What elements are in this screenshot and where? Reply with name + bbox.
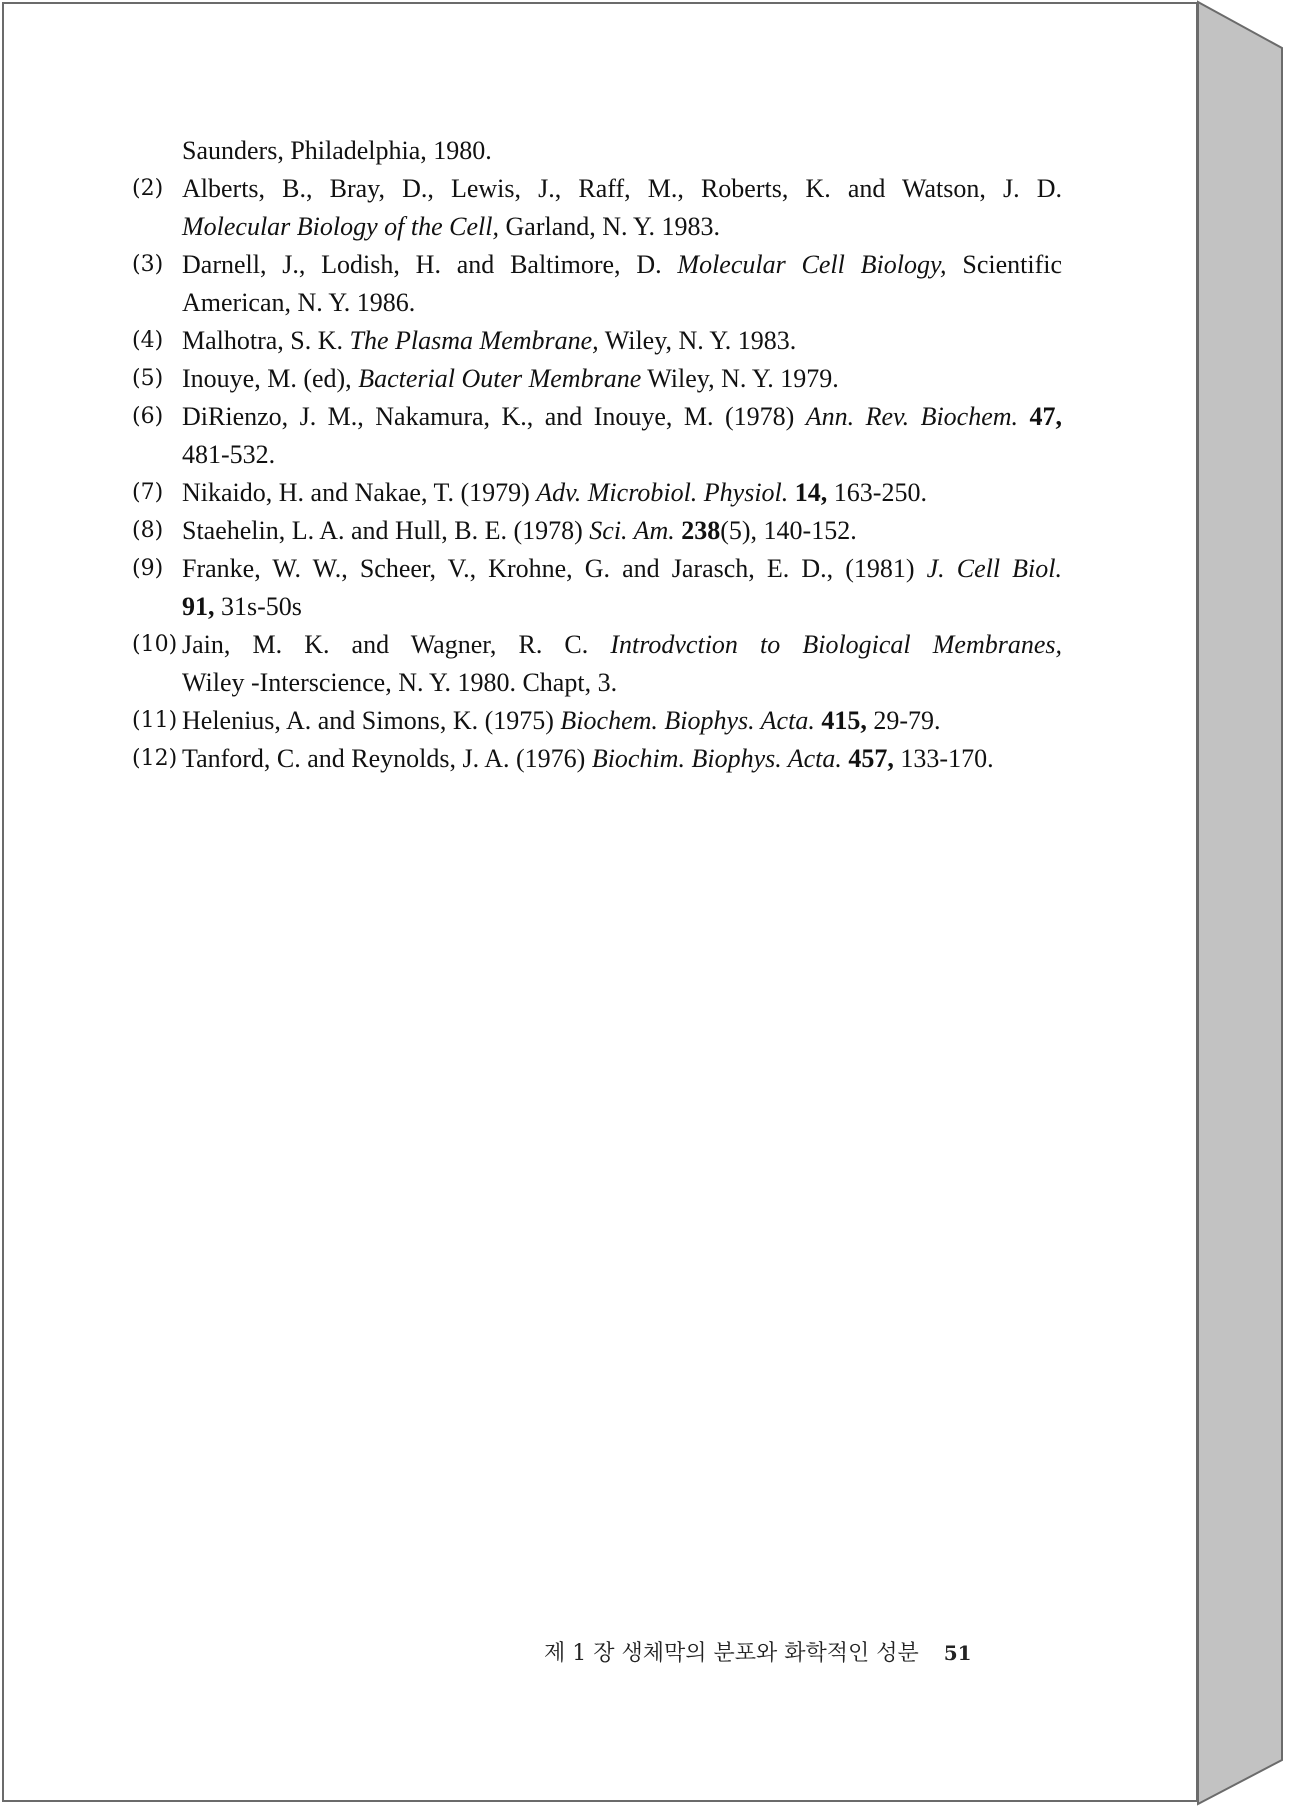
reference-number: (2) (132, 176, 164, 201)
reference-number: (10) (132, 632, 178, 657)
reference-line (182, 702, 1062, 740)
reference-item (132, 170, 1062, 246)
reference-volume: 91, (182, 592, 215, 621)
reference-volume: 238 (674, 516, 721, 545)
reference-title: J. Cell Biol. (926, 554, 1063, 583)
reference-item (132, 626, 1062, 702)
reference-line (182, 436, 1062, 474)
reference-text: Darnell, J., Lodish, H. and Baltimore, D. (182, 250, 678, 279)
reference-text: Saunders, Philadelphia, 1980. (182, 136, 492, 165)
reference-number: (9) (132, 556, 164, 581)
chapter-title: 제 1 장 생체막의 분포와 화학적인 성분 (544, 1641, 919, 1666)
reference-item (132, 398, 1062, 474)
reference-item (132, 702, 1062, 740)
reference-line (182, 246, 1062, 284)
reference-text: Jain, M. K. and Wagner, R. C. (182, 630, 611, 659)
reference-line (182, 208, 1062, 246)
reference-item (132, 550, 1062, 626)
reference-title: Biochem. Biophys. Acta. (560, 706, 815, 735)
reference-text: 133-170. (893, 744, 994, 773)
page-footer (544, 1636, 1024, 1667)
reference-text: Alberts, B., Bray, D., Lewis, J., Raff, M., Roberts, K. and Watson, J. D. (182, 174, 1062, 203)
reference-text: Inouye, M. (ed), (182, 364, 359, 393)
reference-text: Wiley, N. Y. 1983. (598, 326, 797, 355)
reference-line (182, 284, 1062, 322)
reference-title: Introdvction to Biological Membranes, (610, 630, 1062, 659)
reference-text: 29-79. (866, 706, 941, 735)
reference-item (132, 322, 1062, 360)
reference-number: (8) (132, 518, 164, 543)
reference-text: Wiley -Interscience, N. Y. 1980. Chapt, 3. (182, 668, 618, 697)
reference-text: Malhotra, S. K. (182, 326, 350, 355)
reference-text: Franke, W. W., Scheer, V., Krohne, G. and Jarasch, E. D., (1981) (182, 554, 927, 583)
reference-number: (4) (132, 328, 164, 353)
reference-title: Biochim. Biophys. Acta. (591, 744, 842, 773)
reference-item (132, 132, 1062, 170)
reference-text: Nikaido, H. and Nakae, T. (1979) (182, 478, 537, 507)
reference-line (182, 474, 1062, 512)
reference-text: American, N. Y. 1986. (182, 288, 416, 317)
reference-item (132, 246, 1062, 322)
reference-text: Staehelin, L. A. and Hull, B. E. (1978) (182, 516, 590, 545)
reference-text: Helenius, A. and Simons, K. (1975) (182, 706, 561, 735)
reference-text: Wiley, N. Y. 1979. (641, 364, 839, 393)
page-number: 51 (943, 1641, 972, 1665)
reference-title: Molecular Cell Biology, (677, 250, 947, 279)
reference-text: Garland, N. Y. 1983. (499, 212, 720, 241)
reference-line (182, 512, 1062, 550)
reference-text: 31s-50s (214, 592, 302, 621)
reference-item (132, 474, 1062, 512)
reference-title: The Plasma Membrane, (349, 326, 599, 355)
reference-item (132, 740, 1062, 778)
reference-volume: 457, (841, 744, 894, 773)
reference-number: (7) (132, 480, 164, 505)
reference-title: Ann. Rev. Biochem. (805, 402, 1019, 431)
reference-text: 481-532. (182, 440, 276, 469)
reference-text: DiRienzo, J. M., Nakamura, K., and Inouye, M. (1978) (182, 402, 806, 431)
reference-line (182, 588, 1062, 626)
reference-text: Tanford, C. and Reynolds, J. A. (1976) (182, 744, 592, 773)
page-stack-side (1198, 2, 1282, 1804)
reference-text: Scientific (946, 250, 1062, 279)
reference-number: (5) (132, 366, 164, 391)
reference-text: 163-250. (827, 478, 927, 507)
reference-line (182, 132, 1062, 170)
reference-volume: 415, (814, 706, 867, 735)
reference-item (132, 512, 1062, 550)
reference-line (182, 398, 1062, 436)
reference-volume: 47, (1018, 402, 1062, 431)
reference-line (182, 550, 1062, 588)
reference-line (182, 664, 1062, 702)
reference-title: Adv. Microbiol. Physiol. (536, 478, 789, 507)
reference-title: Bacterial Outer Membrane (358, 364, 642, 393)
reference-item (132, 360, 1062, 398)
reference-line (182, 360, 1062, 398)
reference-number: (11) (132, 708, 178, 733)
reference-title: Molecular Biology of the Cell, (182, 212, 499, 241)
reference-number: (6) (132, 404, 164, 429)
reference-line (182, 740, 1062, 778)
reference-line (182, 170, 1062, 208)
reference-line (182, 626, 1062, 664)
reference-text: (5), 140-152. (720, 516, 857, 545)
reference-number: (3) (132, 252, 164, 277)
reference-number: (12) (132, 746, 178, 771)
document-page (2, 2, 1198, 1802)
reference-list (132, 132, 1062, 778)
reference-volume: 14, (788, 478, 828, 507)
reference-title: Sci. Am. (589, 516, 675, 545)
reference-line (182, 322, 1062, 360)
